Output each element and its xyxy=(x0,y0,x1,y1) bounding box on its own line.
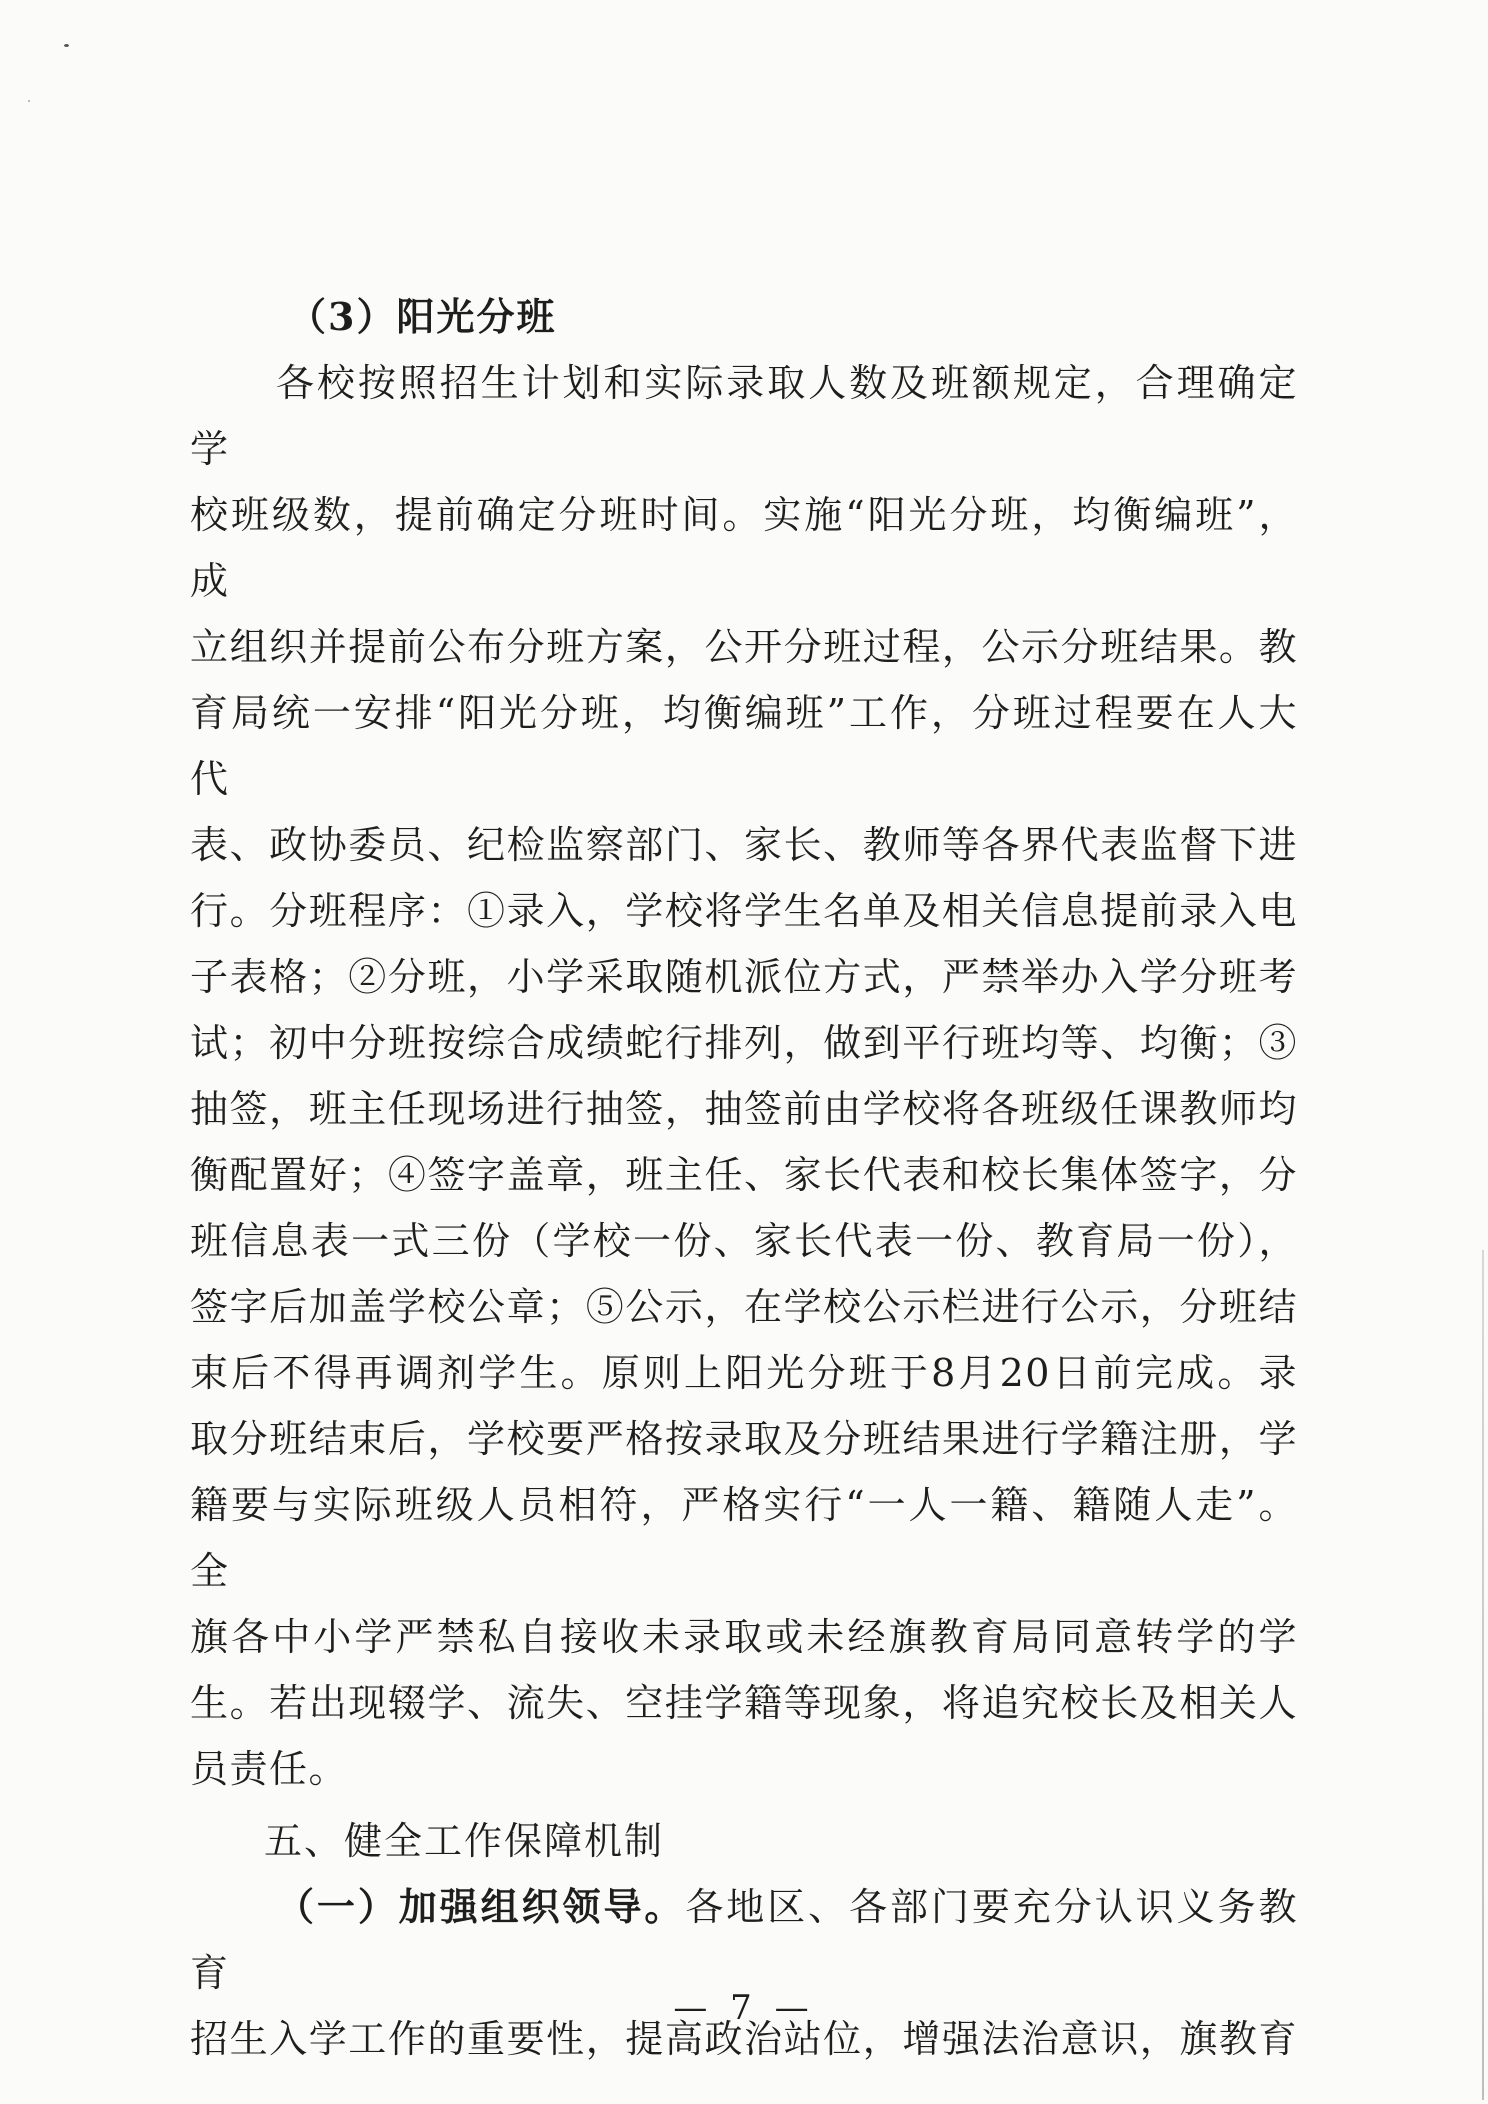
subheading: （3）阳光分班 xyxy=(288,294,557,339)
paragraph-line: 行。分班程序：①录入，学校将学生名单及相关信息提前录入电 xyxy=(190,889,1298,933)
scan-speck xyxy=(28,100,30,102)
paragraph-line: 员责任。 xyxy=(190,1747,349,1791)
page-body xyxy=(190,284,1298,2072)
paragraph-text: 各地区、各部门要充分认识义务教育 xyxy=(190,1885,1298,1995)
paragraph-line: 衡配置好；④签字盖章，班主任、家长代表和校长集体签字，分 xyxy=(190,1153,1298,1197)
paragraph-sunshine-class-division xyxy=(190,350,1298,1802)
paragraph-line: 抽签，班主任现场进行抽签，抽签前由学校将各班级任课教师均 xyxy=(190,1087,1298,1131)
paragraph-line: 籍要与实际班级人员相符，严格实行“一人一籍、籍随人走”。全 xyxy=(190,1483,1298,1593)
scan-speck xyxy=(64,44,69,47)
section-heading: 五、健全工作保障机制 xyxy=(264,1819,665,1863)
paragraph-line: 生。若出现辍学、流失、空挂学籍等现象，将追究校长及相关人 xyxy=(190,1681,1298,1725)
paragraph-line: 试；初中分班按综合成绩蛇行排列，做到平行班均等、均衡；③ xyxy=(190,1021,1298,1065)
paragraph-line: 班信息表一式三份（学校一份、家长代表一份、教育局一份）， xyxy=(190,1219,1298,1263)
paragraph-line: 育局统一安排“阳光分班，均衡编班”工作，分班过程要在人大代 xyxy=(190,691,1298,801)
paragraph-line: 子表格；②分班，小学采取随机派位方式，严禁举办入学分班考 xyxy=(190,955,1298,999)
paragraph-organization-line-1 xyxy=(190,1874,1298,2006)
paragraph-line: 校班级数，提前确定分班时间。实施“阳光分班，均衡编班”，成 xyxy=(190,493,1298,603)
paragraph-line: 签字后加盖学校公章；⑤公示，在学校公示栏进行公示，分班结 xyxy=(190,1285,1298,1329)
paragraph-line: 立组织并提前公布分班方案，公开分班过程，公示分班结果。教 xyxy=(190,625,1298,669)
paragraph-line: 各校按照招生计划和实际录取人数及班额规定，合理确定学 xyxy=(190,361,1298,471)
paragraph-line: 取分班结束后，学校要严格按录取及分班结果进行学籍注册，学 xyxy=(190,1417,1298,1461)
paragraph-line: 旗各中小学严禁私自接收未录取或未经旗教育局同意转学的学 xyxy=(190,1615,1298,1659)
scan-edge-line xyxy=(1482,1250,1484,2100)
paragraph-line: 束后不得再调剂学生。原则上阳光分班于8月20日前完成。录 xyxy=(190,1351,1298,1395)
bold-lead: （一）加强组织领导。 xyxy=(276,1884,686,1929)
paragraph-organization-line-2: 招生入学工作的重要性，提高政治站位，增强法治意识，旗教育 xyxy=(190,2017,1298,2061)
paragraph-line: 表、政协委员、纪检监察部门、家长、教师等各界代表监督下进 xyxy=(190,823,1298,867)
page-number: — 7 — xyxy=(673,1988,815,2028)
